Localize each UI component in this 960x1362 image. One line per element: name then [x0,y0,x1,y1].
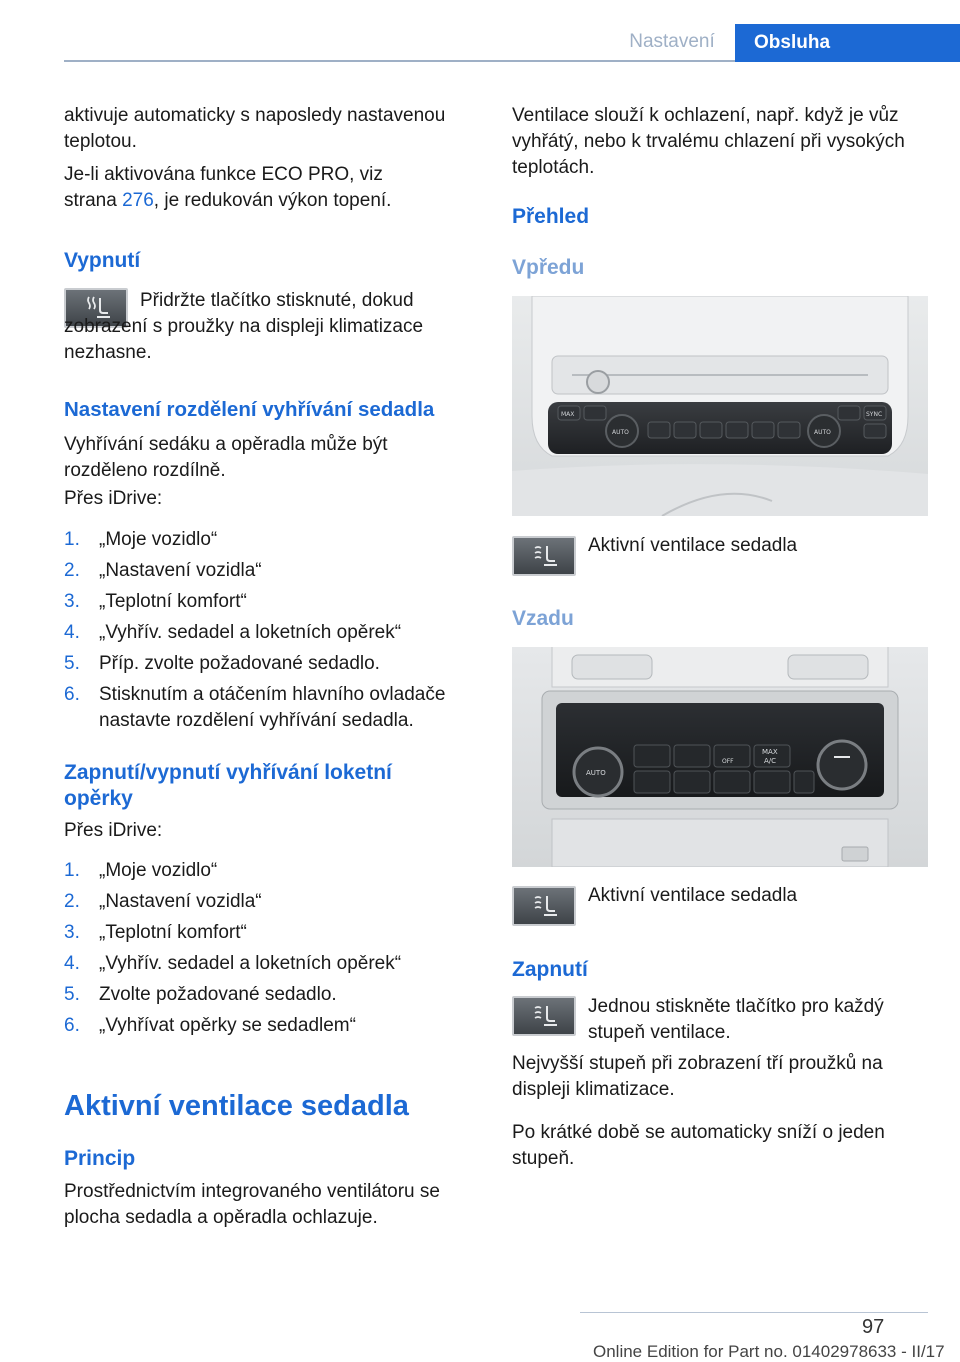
header-section-nastaveni[interactable]: Nastavení [629,31,715,52]
intro-text-b: , je redukován výkon topení. [153,190,392,211]
page-ref-link[interactable]: 276 [122,190,154,211]
front-ventilation-caption: Aktivní ventilace sedadla [588,535,798,556]
rear-max-label: MAX [762,748,778,756]
seat-ventilation-icon [529,892,559,920]
rear-ac-label: A/C [764,757,777,765]
list-item: 6. Stisknutím a otáčením hlavního ovladače nastavte rozdělení vyhřívání sedadla. [64,684,446,731]
heading-vpredu: Vpředu [512,256,585,279]
kratke-text: Po krátké době se automaticky sníží o jeden stupeň. [512,1122,885,1169]
nejvyssi-text: Nejvyšší stupeň při zobrazení tří proužků na displeji klimatizace. [512,1053,883,1100]
heading-zapnuti: Zapnutí [512,958,588,981]
list-item: 5. Zvolte požadované sedadlo. [64,984,337,1005]
front-climate-panel-photo [512,296,928,516]
heading-loketni-1: Zapnutí/vypnutí vyhřívání loketní [64,761,392,784]
list-item: 2. „Nastavení vozidla“ [64,560,262,581]
front-seat-ventilation-icon-box [512,536,576,576]
list-item: 3. „Teplotní komfort“ [64,591,247,612]
zapnuti-ventilation-icon-box [512,996,576,1036]
heading-vzadu: Vzadu [512,607,574,630]
seat-ventilation-icon [529,542,559,570]
rozdeleni-text: Vyhřívání sedáku a opěradla může být rozděleno rozdílně. [64,434,388,481]
rear-climate-panel-photo [512,647,928,867]
front-auto-label-right: AUTO [814,429,831,436]
idrive-steps-list-1 [64,527,474,739]
front-auto-label-left: AUTO [612,429,629,436]
vypnuti-text: Přidržte tlačítko stisknuté, dokud zobrazení s proužky na displeji klimatizace nezhasne. [64,290,424,363]
intro-paragraph-2 [64,162,394,214]
list-item: 1. „Moje vozidlo“ [64,529,218,550]
heading-prehled: Přehled [512,205,590,228]
rear-auto-label: AUTO [586,769,606,777]
list-item: 4. „Vyhřív. sedadel a loketních opěrek“ [64,953,402,974]
list-item: 3. „Teplotní komfort“ [64,922,247,943]
rear-off-label: OFF [722,758,734,765]
heading-loketni-2: opěrky [64,787,133,810]
front-max-label: MAX [561,411,575,418]
footer-rule [580,1312,928,1313]
zapnuti-text: Jednou stiskněte tlačítko pro každý stupeň ventilace. [588,996,884,1043]
idrive-steps-list-2 [64,858,474,1044]
pres-idrive-label-2: Přes iDrive: [64,820,163,841]
list-item: 5. Příp. zvolte požadované sedadlo. [64,653,380,674]
intro-paragraph-1: aktivuje automaticky s naposledy nastavenou teplotou. [64,105,446,152]
list-item: 6. „Vyhřívat opěrky se sedadlem“ [64,1015,356,1036]
header-section-obsluha[interactable]: Obsluha [735,24,960,62]
heading-aktivni-ventilace: Aktivní ventilace sedadla [64,1090,409,1122]
page-number: 97 [862,1316,885,1338]
seat-ventilation-icon [529,1002,559,1030]
rear-ventilation-caption: Aktivní ventilace sedadla [588,885,798,906]
list-item: 2. „Nastavení vozidla“ [64,891,262,912]
heading-rozdeleni: Nastavení rozdělení vyhřívání sedadla [64,398,435,421]
ventilace-text: Ventilace slouží k ochlazení, např. když je vůz vyhřátý, nebo k trvalému chlazení při vysokých teplotách. [512,105,905,178]
front-sync-label: SYNC [866,411,883,418]
heading-vypnuti: Vypnutí [64,249,141,272]
pres-idrive-label-1: Přes iDrive: [64,488,163,509]
list-item: 4. „Vyhřív. sedadel a loketních opěrek“ [64,622,402,643]
princip-text: Prostřednictvím integrovaného ventilátoru se plocha sedadla a opěradla ochlazuje. [64,1181,440,1228]
footer-edition: Online Edition for Part no. 01402978633 - II/17 [593,1342,945,1361]
heading-princip: Princip [64,1147,136,1170]
list-item: 1. „Moje vozidlo“ [64,860,218,881]
intro-text-a: Je‑li aktivována funkce ECO PRO, viz strana [64,164,383,211]
rear-seat-ventilation-icon-box [512,886,576,926]
